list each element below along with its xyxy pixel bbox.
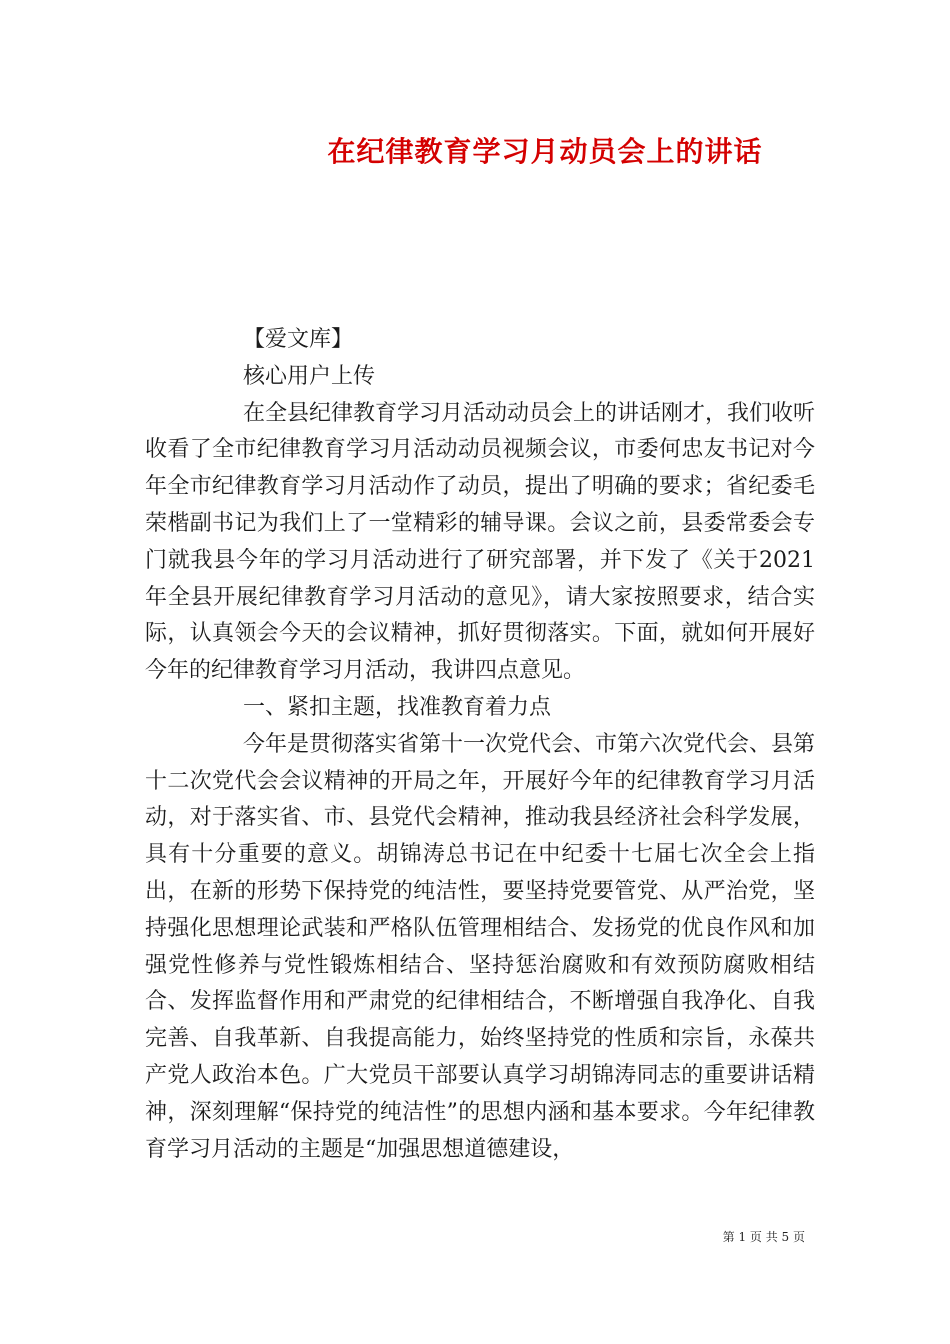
document-title: [0, 130, 950, 170]
page-number: 第 1 页 共 5 页: [722, 1230, 805, 1244]
document-title-text: 在纪律教育学习月动员会上的讲话: [327, 135, 763, 168]
document-body: [145, 322, 815, 1168]
paragraph-intro: 在全县纪律教育学习月活动动员会上的讲话刚才，我们收听收看了全市纪律教育学习月活动动员视频会议，市委何忠友书记对今年全市纪律教育学习月活动作了动员，提出了明确的要求；省纪委毛荣楷副书记为我们上了一堂精彩的辅导课。会议之前，县委常委会专门就我县今年的学习月活动进行了研究部署，并下发了《关于2021年全县开展纪律教育学习月活动的意见》，请大家按照要求，结合实际，认真领会今天的会议精神，抓好贯彻落实。下面，就如何开展好今年的纪律教育学习月活动，我讲四点意见。: [145, 400, 816, 684]
paragraph-section-1: 今年是贯彻落实省第十一次党代会、市第六次党代会、县第十二次党代会会议精神的开局之年，开展好今年的纪律教育学习月活动，对于落实省、市、县党代会精神，推动我县经济社会科学发展，具有十分重要的意义。胡锦涛总书记在中纪委十七届七次全会上指出，在新的形势下保持党的纯洁性，要坚持党要管党、从严治党，坚持强化思想理论武装和严格队伍管理相结合、发扬党的优良作风和加强党性修养与党性锻炼相结合、坚持惩治腐败和有效预防腐败相结合、发挥监督作用和严肃党的纪律相结合，不断增强自我净化、自我完善、自我革新、自我提高能力，始终坚持党的性质和宗旨，永葆共产党人政治本色。广大党员干部要认真学习胡锦涛同志的重要讲话精神，深刻理解“保持党的纯洁性”的思想内涵和基本要求。今年纪律教育学习月活动的主题是“加强思想道德建设，: [145, 731, 816, 1162]
section-heading-1: 一、紧扣主题，找准教育着力点: [243, 694, 552, 720]
source-tag: 【爱文库】: [243, 327, 354, 352]
uploader-line: 核心用户上传: [243, 363, 376, 389]
